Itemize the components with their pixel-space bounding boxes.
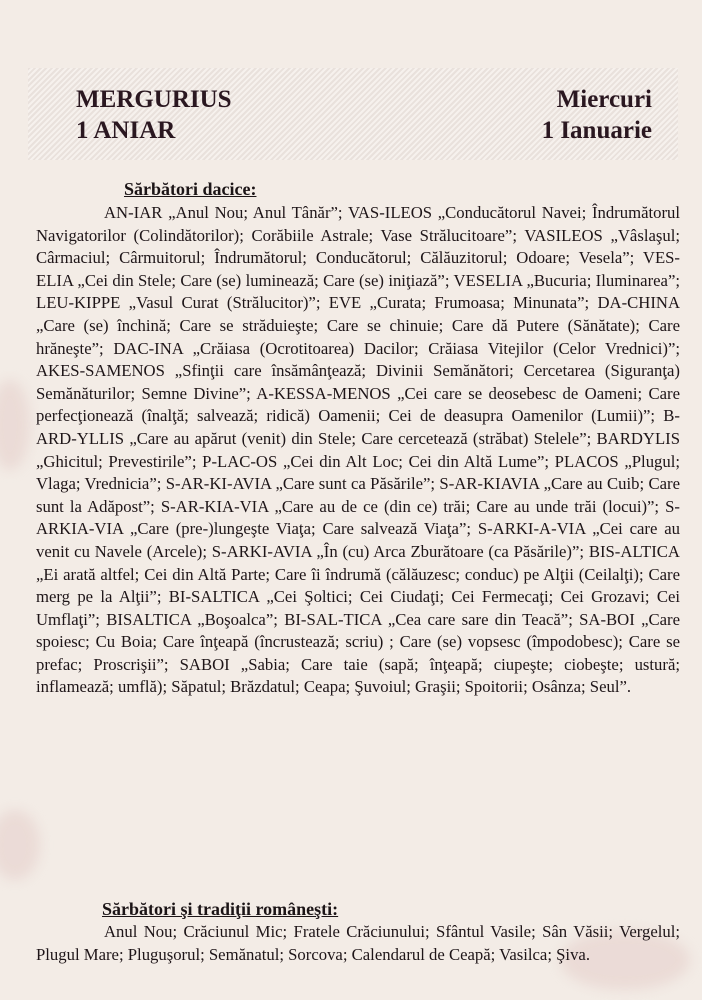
weekday: Miercuri: [556, 86, 652, 113]
header-right: [542, 84, 652, 146]
section-title-dacian: Sărbători dacice:: [124, 179, 257, 199]
page-header: [28, 68, 678, 160]
stain-top-left: [0, 380, 30, 470]
month-name: MERGURIUS: [76, 86, 232, 113]
section-title-romanian: Sărbători şi tradiţii româneşti:: [102, 899, 339, 919]
day-date: 1 Ianuarie: [541, 117, 652, 144]
section-body-dacian: AN-IAR „Anul Nou; Anul Tânăr”; VAS-ILEOS „Conducătorul Navei; Îndrumătorul Navigatorilor (Colindătorilor); Corăbiile Astrale; Vase Strălucitoare”; VASILEOS „Vâslaşul; Cârmaciul; Cârmuitorul; Îndrumătorul; Conducătorul; Călăuzitorul; Odoare; Vesela”; VES-ELIA „Cei din Stele; Care (se) luminează; Care (se) iniţiază”; VESELIA „Bucuria; Iluminarea”; LEU-KIPPE „Vasul Curat (Strălucitor)”; EVE „Curata; Frumoasa; Minunata”; DA-CHINA „Care (se) închină; Care se străduieşte; Care se chinuie; Care dă Putere (Sănătate); Care hrăneşte”; DAC-INA „Crăiasa (Ocrotitoarea) Dacilor; Crăiasa Vitejilor (Celor Vrednici)”; AKES-SAMENOS „Sfinţii care însămânţează; Divinii Semănători; Cercetarea (Siguranţa) Semănăturilor; Semne Divine”; A-KESSA-MENOS „Cei care se deosebesc de Oameni; Care perfecţionează (înalţă; salvează; ridică) Oamenii; Cei de deasupra Oamenilor (Lumii)”; B-ARD-YLLIS „Care au apărut (venit) din Stele; Care cercetează (străbat) Stelele”; BARDYLIS „Ghicitul; Prevestirile”; P-LAC-OS „Cei din Alt Loc; Cei din Altă Lume”; PLACOS „Plugul; Vlaga; Vrednicia”; S-AR-KI-AVIA „Care sunt ca Păsările”; S-AR-KIAVIA „Care au Cuib; Care sunt la Adăpost”; S-AR-KIA-VIA „Care au de ce (din ce) trăi; Care au unde trăi (locui)”; S-ARKIA-VIA „Care (pre-)lungeşte Viaţa; Care salvează Viaţa”; S-ARKI-A-VIA „Cei care au venit cu Navele (Arcele); S-ARKI-AVIA „În (cu) Arca Zburătoare (ca Păsările)”; BIS-ALTICA „Ei arată altfel; Cei din Altă Parte; Care îi îndrumă (călăuzesc; conduc) pe Alţii (Ceilalţi); Care merg pe la Alţii”; BI-SALTICA „Cei Şoltici; Cei Ciudaţi; Cei Fermecaţi; Cei Grozavi; Cei Umflaţi”; BISALTICA „Boşoalca”; BI-SAL-TICA „Cea care sare din Teacă”; SA-BOI „Care spoiesc; Cu Boia; Care înţeapă (încrustează; scriu) ; Care (se) vopsesc (împodobesc); Care se prefac; Proscrişii”; SABOI „Sabia; Care taie (sapă; înţeapă; ciupeşte; ciobeşte; ustură; inflamează; umflă); Săpatul; Brăzdatul; Ceapa; Şuvoiul; Graşii; Spoitorii; Osânza; Seul”.: [36, 203, 680, 697]
day-date-dacian: 1 ANIAR: [76, 117, 176, 144]
stain-bottom-left: [0, 810, 40, 880]
header-left: [76, 84, 232, 146]
section-body-romanian: Anul Nou; Crăciunul Mic; Fratele Crăciunului; Sfântul Vasile; Sân Văsii; Vergelul; Plugul Mare; Pluguşorul; Semănatul; Sorcova; Calendarul de Ceapă; Vasilca; Şiva.: [36, 922, 680, 964]
